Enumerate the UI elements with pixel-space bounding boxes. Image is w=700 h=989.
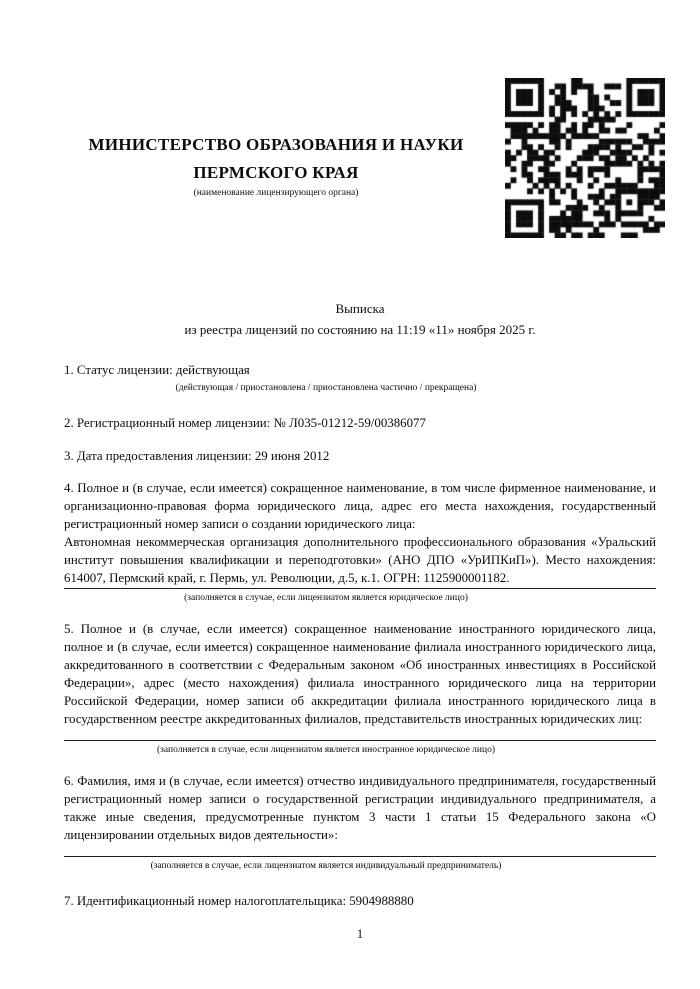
document-title [64,298,656,340]
section-entrepreneur [64,772,656,872]
legal-entity-caption: (заполняется в случае, если лицензиатом является юридическое лицо) [184,593,468,603]
section-license-status [64,361,656,394]
entrepreneur-text: 6. Фамилия, имя и (в случае, если имеется) отчество индивидуального предпринимателя, государственный регистрационный номер записи о государственной регистрации индивидуального предпринимателя, а также иные сведения, предусмотренные пунктом 3 части 1 статьи 15 Федерального закона «О лицензировании отдельных видов деятельности»: [64,774,656,842]
section-grant-date [64,447,656,465]
section-legal-entity [64,479,656,604]
legal-entity-underline [64,588,656,589]
license-status-text: 1. Статус лицензии: действующая [64,363,250,377]
authority-caption: (наименование лицензирующего органа) [193,188,359,198]
section-foreign-entity [64,620,656,756]
foreign-entity-text: 5. Полное и (в случае, если имеется) сокращенное наименование иностранного юридического лица, полное и (в случае, если имеется) сокращенное наименование филиала иностранного юридического лица, аккредитованного в соответствии с Федеральным законом «Об иностранных инвестициях в Российской Федерации», адрес (место нахождения) филиала иностранного юридического лица на территории Российской Федерации, номер записи об аккредитации филиала иностранного юридического лица в государственном реестре аккредитованных филиалов, представительств иностранных юридических лиц: [64,622,656,726]
authority-name-line2: ПЕРМСКОГО КРАЯ [193,163,359,182]
document-title-line1: Выписка [335,301,385,316]
taxpayer-number-text: 7. Идентификационный номер налогоплательщика: 5904988880 [64,894,414,908]
foreign-entity-underline [64,740,656,741]
registration-number-text: 2. Регистрационный номер лицензии: № Л035-01212-59/00386077 [64,416,426,430]
legal-entity-text: 4. Полное и (в случае, если имеется) сокращенное наименование, в том числе фирменное наименование, и организационно-правовая форма юридического лица, адрес его места нахождения, государственный регистрационный номер записи о создании юридического лица: [64,481,656,531]
entrepreneur-underline [64,856,656,857]
entrepreneur-caption: (заполняется в случае, если лицензиатом является индивидуальный предприниматель) [150,861,502,871]
authority-name-line1: МИНИСТЕРСТВО ОБРАЗОВАНИЯ И НАУКИ [88,135,464,154]
legal-entity-value: Автономная некоммерческая организация дополнительного профессионального образования «Уральский институт повышения квалификации и переподготовки» (АНО ДПО «УрИПКиП»). Место нахождения: 614007, Пермский край, г. Пермь, ул. Революции, д.5, к.1. ОГРН: 1125900001182. [64,535,656,585]
grant-date-text: 3. Дата предоставления лицензии: 29 июня 2012 [64,449,330,463]
license-status-caption: (действующая / приостановлена / приостановлена частично / прекращена) [175,383,477,393]
foreign-entity-caption: (заполняется в случае, если лицензиатом является иностранное юридическое лицо) [157,745,495,755]
issuing-authority-header [64,131,488,200]
section-taxpayer-number [64,892,656,910]
document-title-line2: из реестра лицензий по состоянию на 11:19 «11» ноября 2025 г. [184,322,536,337]
qr-code [505,78,665,238]
section-registration-number [64,414,656,432]
page-number: 1 [356,927,364,941]
